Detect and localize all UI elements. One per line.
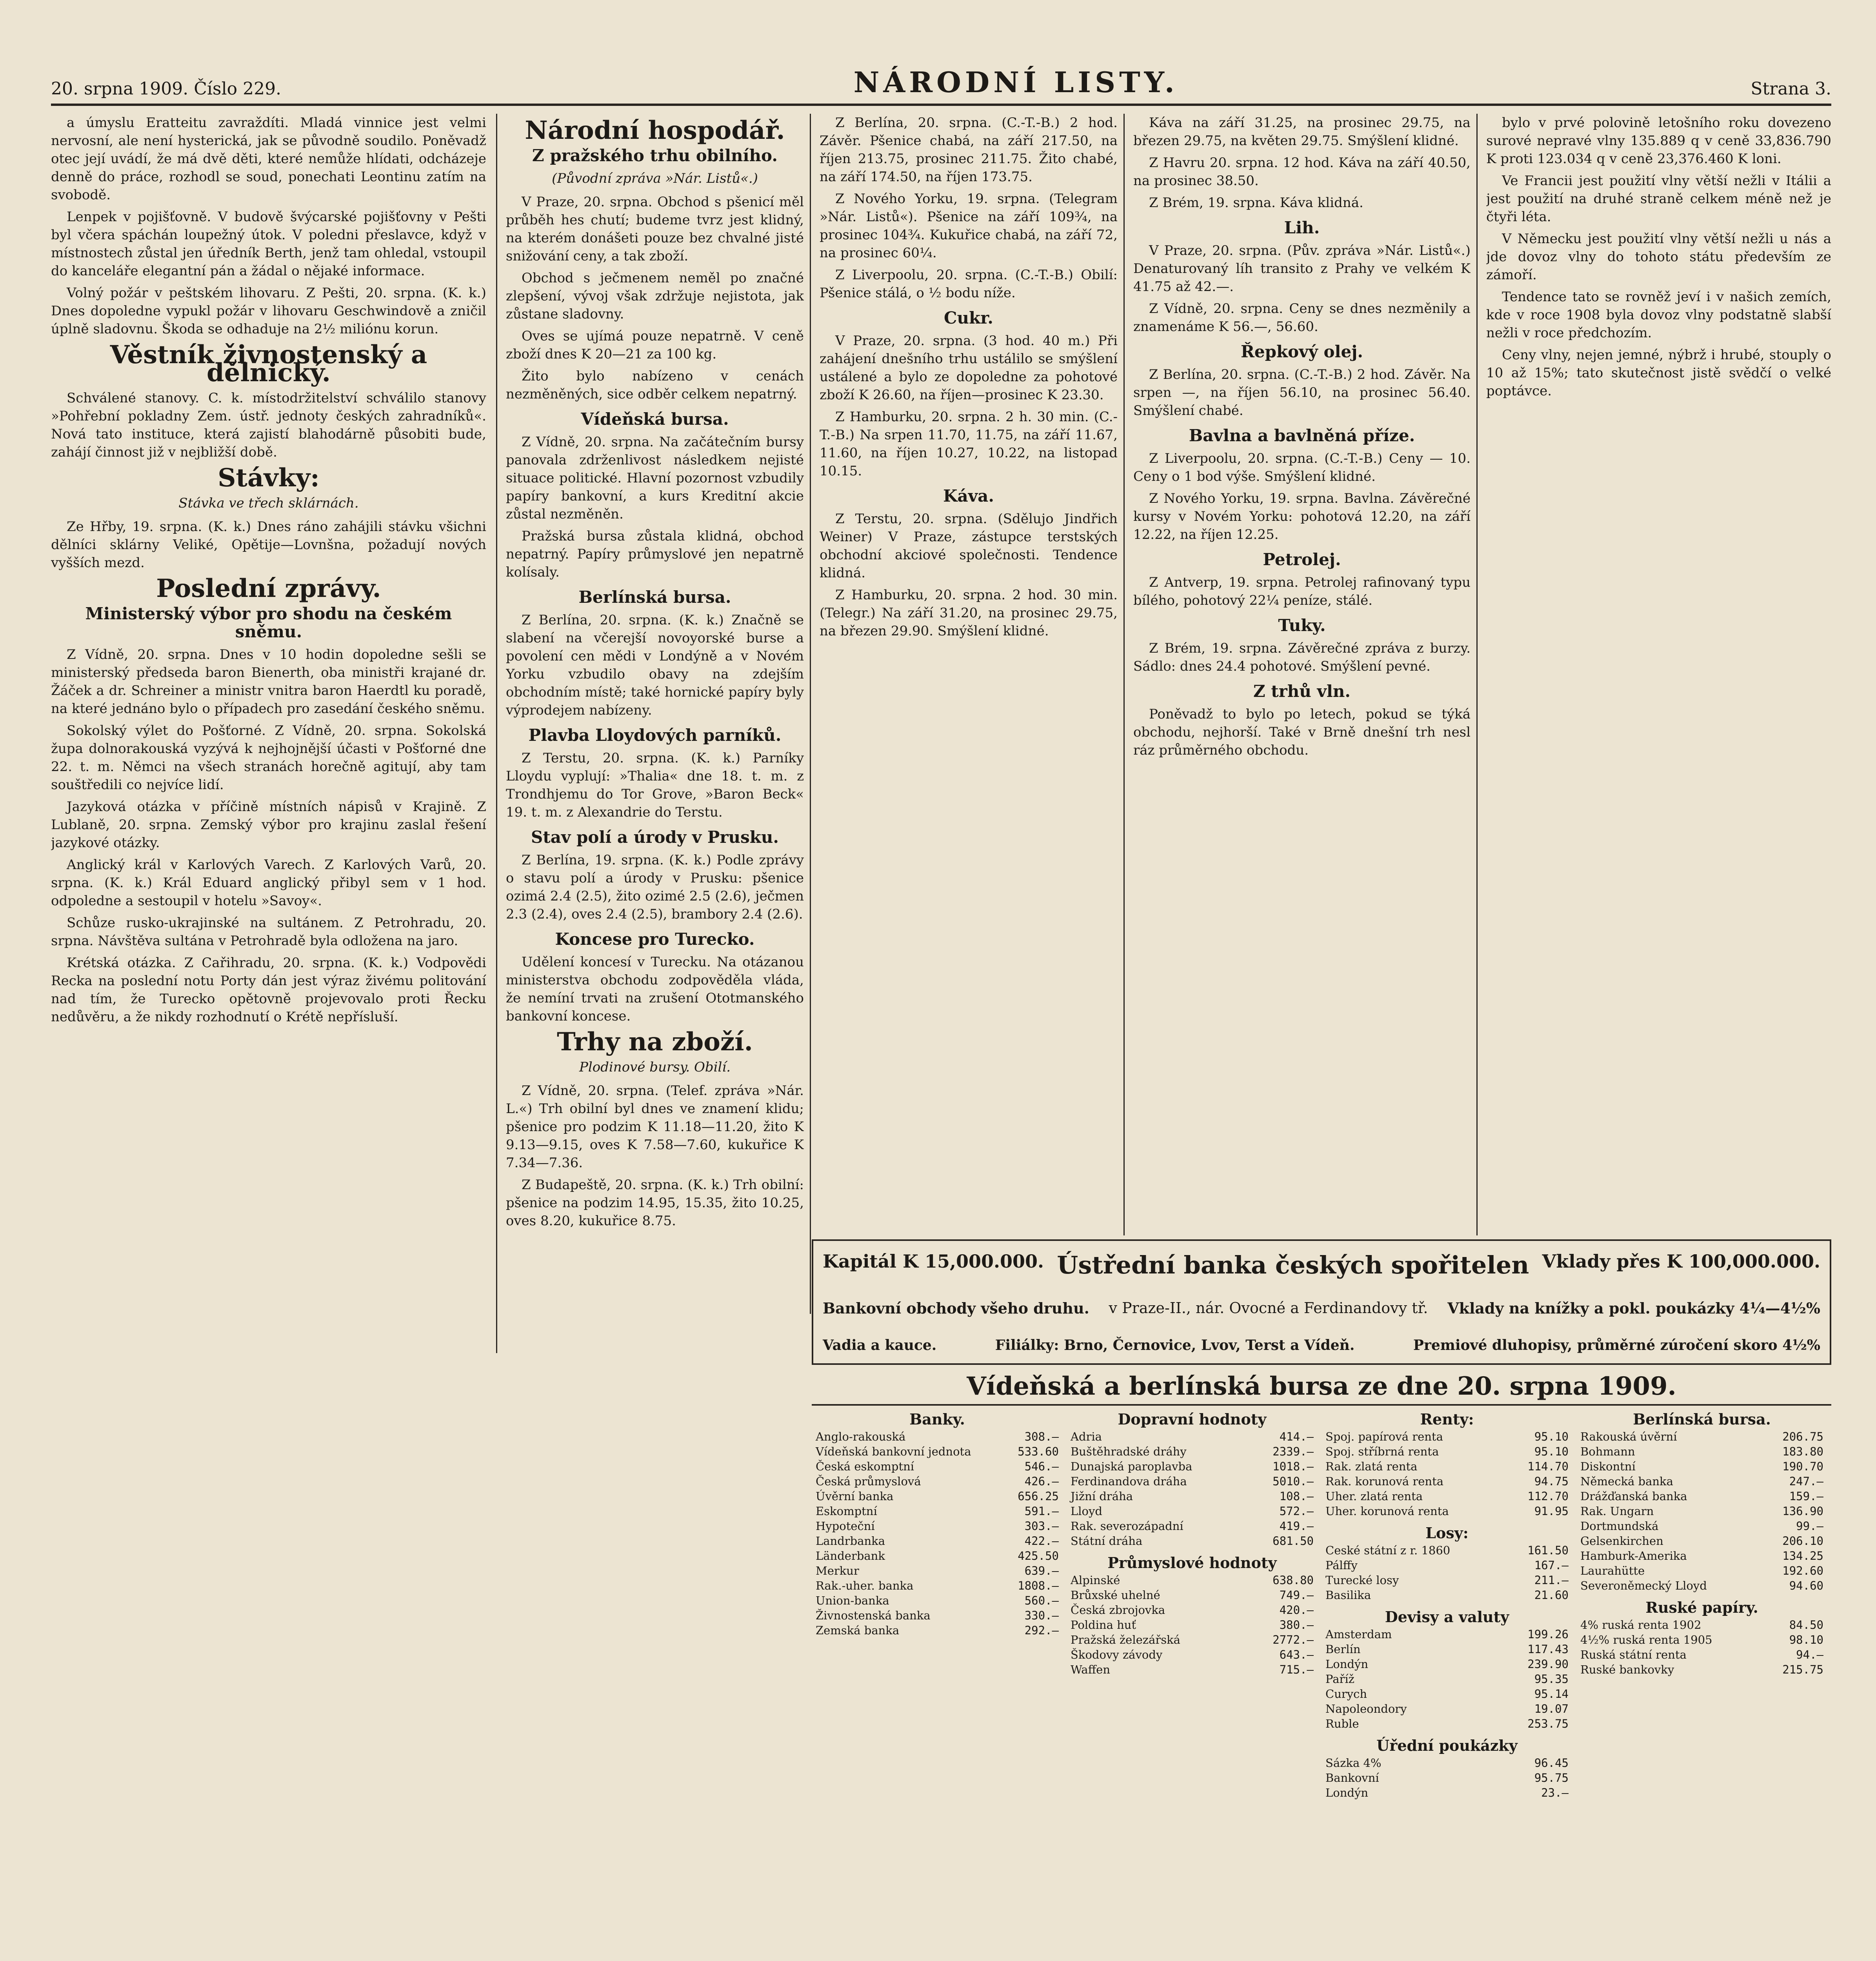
quote-row (1325, 1716, 1569, 1731)
commodity-heading: Petrolej. (1263, 550, 1341, 569)
quote-name: Bohmann (1580, 1445, 1635, 1458)
column-news (51, 114, 486, 1961)
quote-value: 681.50 (1272, 1534, 1314, 1548)
quote-row (1325, 1573, 1569, 1588)
quote-name: Londýn (1325, 1786, 1369, 1799)
market-report: Káva na září 31.25, na prosinec 29.75, na březen 29.75, na květen 29.75. Smýšlení klidné. (1133, 115, 1471, 149)
quote-row (1580, 1548, 1823, 1563)
quote-row (1071, 1504, 1314, 1519)
quote-value: 715.— (1279, 1663, 1314, 1676)
quote-value: 380.— (1279, 1618, 1314, 1632)
ad-bank-services: Bankovní obchody všeho druhu. (823, 1299, 1089, 1317)
quote-value: 206.75 (1782, 1430, 1823, 1443)
quote-row (816, 1548, 1059, 1563)
quote-row (1580, 1459, 1823, 1474)
quote-row (1325, 1474, 1569, 1489)
quote-name: Waffen (1071, 1663, 1111, 1676)
article-paragraph: Z Vídně, 20. srpna. Na začátečním bursy panovala zdrženlivost následkem nejisté situace politické. Hlavní pozornost vzbudily papíry bankovní, a kurs Kreditní akcie zůstal nezměněn. (506, 434, 804, 522)
quote-value: 159.— (1789, 1490, 1823, 1503)
quote-row (1325, 1459, 1569, 1474)
issue-date: 20. srpna 1909. Číslo 229. (51, 79, 282, 99)
quote-name: Rak.-uher. banka (816, 1579, 914, 1592)
quote-value: 136.90 (1782, 1504, 1823, 1518)
quote-name: Ruská státní renta (1580, 1648, 1687, 1661)
article-paragraph: Žito bylo nabízeno v cenách nezměněných, sice odběr celkem nepatrný. (506, 368, 804, 402)
quote-name: Lloyd (1071, 1504, 1102, 1518)
quote-row (1580, 1632, 1823, 1647)
quote-name: Landrbanka (816, 1534, 885, 1548)
quote-value: 546.— (1024, 1460, 1059, 1473)
quote-row (1325, 1770, 1569, 1785)
quote-name: Union-banka (816, 1594, 889, 1607)
quote-name: Hypoteční (816, 1519, 875, 1533)
quote-name: Hamburk-Amerika (1580, 1549, 1687, 1563)
ad-capital: Kapitál K 15,000.000. (823, 1251, 1044, 1272)
quote-row (816, 1504, 1059, 1519)
table-transport-industry (1071, 1412, 1314, 1684)
ad-deposits-total: Vklady přes K 100,000.000. (1542, 1251, 1820, 1272)
quote-value: 95.14 (1534, 1687, 1569, 1701)
quote-name: Ferdinandova dráha (1071, 1475, 1187, 1488)
quote-value: 206.10 (1782, 1534, 1823, 1548)
quote-value: 117.43 (1527, 1643, 1569, 1656)
quote-name: Česká zbrojovka (1071, 1603, 1165, 1617)
table-section-heading: Banky. (909, 1410, 965, 1428)
quote-name: Spoj. stříbrná renta (1325, 1445, 1439, 1458)
article-heading: Plavba Lloydových parníků. (528, 726, 782, 745)
quote-value: 96.45 (1534, 1756, 1569, 1770)
article-paragraph: Sokolský výlet do Pošťorné. Z Vídně, 20. srpna. Sokolská župa dolnorakouská vyzývá k nejhojnější účasti v Pošťorné dne 22. t. m. Němci na všech stranách horečně agitují, aby tam souštředili co nejvíce lidí. (51, 723, 486, 793)
quote-value: 94.75 (1534, 1475, 1569, 1488)
quote-name: Škodovy závody (1071, 1648, 1163, 1661)
quote-name: Rak. severozápadní (1071, 1519, 1183, 1533)
section-subheading: Plodinové bursy. Obilí. (579, 1059, 731, 1075)
column-divider (1123, 114, 1125, 1235)
quote-name: Pražská železářská (1071, 1633, 1180, 1646)
article-paragraph: Z Vídně, 20. srpna. (Telef. zpráva »Nár. L.«) Trh obilní byl dnes ve znamení klidu; pšenice pro podzim K 11.18—11.20, žito K 9.13—9.15, oves K 7.58—7.60, kukuřice K 7.34—7.36. (506, 1083, 804, 1171)
market-report: Z Havru 20. srpna. 12 hod. Káva na září 40.50, na prosinec 38.50. (1133, 155, 1471, 189)
market-report: V Praze, 20. srpna. (Pův. zpráva »Nár. Listů«.) Denaturovaný líh transito z Prahy ve velkém K 41.75 až 42.—. (1133, 243, 1471, 295)
article-paragraph: Z Terstu, 20. srpna. (K. k.) Parníky Lloydu vyplují: »Thalia« dne 18. t. m. z Trondhjemu do Tor Grove, »Baron Beck« 19. t. m. z Alexandrie do Terstu. (506, 750, 804, 820)
quote-row (816, 1563, 1059, 1578)
quote-row (1325, 1558, 1569, 1573)
ad-bank-address: v Praze-II., nár. Ovocné a Ferdinandovy tř. (1109, 1299, 1428, 1317)
quote-row (1580, 1429, 1823, 1444)
quote-row (1325, 1489, 1569, 1504)
quote-row (1071, 1603, 1314, 1617)
market-report: Z Berlína, 20. srpna. (C.-T.-B.) 2 hod. Závěr. Na srpen —, na říjen 56.10, na prosinec 56.40. Smýšlení chabé. (1133, 367, 1471, 418)
quote-name: Drážďanská banka (1580, 1490, 1687, 1503)
article-source: (Původní zpráva »Nár. Listů«.) (552, 171, 758, 186)
quote-name: Merkur (816, 1564, 859, 1577)
quote-name: Živnostenská banka (816, 1609, 931, 1622)
quote-row (816, 1519, 1059, 1534)
table-berlin (1580, 1412, 1823, 1684)
market-report: Z Liverpoolu, 20. srpna. (C.-T.-B.) Ceny — 10. Ceny o 1 bod výše. Smýšlení klidné. (1133, 451, 1471, 484)
column-wool-report (1486, 114, 1831, 1228)
quote-value: 94.60 (1789, 1579, 1823, 1592)
quote-name: Sázka 4% (1325, 1756, 1382, 1770)
market-report: Z Nového Yorku, 19. srpna. Bavlna. Závěrečné kursy v Novém Yorku: pohotová 12.20, na září 12.22, na říjen 12.25. (1133, 491, 1471, 542)
quote-row (816, 1593, 1059, 1608)
quote-name: Ruské bankovky (1580, 1663, 1674, 1676)
table-section-heading: Renty: (1420, 1410, 1474, 1428)
quote-row (1580, 1662, 1823, 1677)
quote-row (1325, 1429, 1569, 1444)
quote-name: Berlín (1325, 1643, 1361, 1656)
quote-name: Úvěrní banka (816, 1490, 894, 1503)
article-heading: Koncese pro Turecko. (555, 930, 755, 949)
quote-name: Curych (1325, 1687, 1367, 1701)
article-paragraph: Ve Francii jest použití vlny větší nežli v Itálii a jest použití na druhé straně celkem méně než je čtyři léta. (1486, 173, 1831, 225)
article-paragraph: Oves se ujímá pouze nepatrně. V ceně zboží dnes K 20—21 za 100 kg. (506, 328, 804, 362)
column-markets (820, 114, 1118, 1228)
ad-bank-name: Ústřední banka českých spořitelen (1057, 1251, 1529, 1280)
quote-value: 1018.— (1272, 1460, 1314, 1473)
article-paragraph: Lenpek v pojišťovně. V budově švýcarské pojišťovny v Pešti byl včera spáchán loupežný útok. V poledni přeslavce, když v místnostech zůstal jen úředník Berth, jenž tam ohledal, vstoupil do kanceláře elegantní pán a žádal o nějaké informace. (51, 209, 486, 279)
page-number: Strana 3. (1751, 79, 1831, 99)
newspaper-page (51, 59, 1831, 1961)
market-report: Z Hamburku, 20. srpna. 2 h. 30 min. (C.-T.-B.) Na srpen 11.70, 11.75, na září 11.67, 11.60, na říjen 10.27, 10.22, na listopad 10.15. (820, 409, 1118, 479)
market-report: Z Hamburku, 20. srpna. 2 hod. 30 min. (Telegr.) Na září 31.20, na prosinec 29.75, na březen 29.90. Smýšlení klidné. (820, 587, 1118, 639)
quote-value: 572.— (1279, 1504, 1314, 1518)
quote-row (1071, 1647, 1314, 1662)
quote-row (1325, 1701, 1569, 1716)
page-header (51, 59, 1831, 106)
commodity-heading: Tuky. (1278, 616, 1326, 635)
quote-value: 253.75 (1527, 1717, 1569, 1730)
quote-row (816, 1623, 1059, 1638)
quote-value: 95.10 (1534, 1445, 1569, 1458)
market-report: Z Nového Yorku, 19. srpna. (Telegram »Nár. Listů«). Pšenice na září 109¾, na prosinec 104¾. Kukuřice chabá, na září 72, na prosinec 60¼. (820, 191, 1118, 261)
quote-value: 95.75 (1534, 1771, 1569, 1785)
article-heading: Ministerský výbor pro shodu na českém sněmu. (85, 604, 452, 641)
quote-row (816, 1489, 1059, 1504)
commodity-heading: Lih. (1284, 218, 1320, 237)
quote-name: Ceské státní z r. 1860 (1325, 1544, 1451, 1557)
quote-name: Adria (1071, 1430, 1102, 1443)
quote-value: 161.50 (1527, 1544, 1569, 1557)
quote-row (1071, 1444, 1314, 1459)
quote-row (1071, 1588, 1314, 1603)
section-heading: Národní hospodář. (525, 116, 785, 145)
quote-row (1325, 1755, 1569, 1770)
quote-value: 5010.— (1272, 1475, 1314, 1488)
quote-name: Gelsenkirchen (1580, 1534, 1663, 1548)
quote-value: 247.— (1789, 1475, 1823, 1488)
table-section-heading: Losy: (1425, 1524, 1469, 1542)
quote-name: Basilika (1325, 1588, 1371, 1602)
table-section-heading: Berlínská bursa. (1633, 1410, 1771, 1428)
article-heading: Stav polí a úrody v Prusku. (531, 828, 779, 847)
quote-value: 425.50 (1018, 1549, 1059, 1563)
quote-row (1580, 1444, 1823, 1459)
article-paragraph: Z Berlína, 19. srpna. (K. k.) Podle zprávy o stavu polí a úrody v Prusku: pšenice ozimá 2.4 (2.5), žito ozimé 2.5 (2.6), ječmen 2.3 (2.4), oves 2.4 (2.5), brambory 2.4 (2.6). (506, 852, 804, 922)
market-report: Z Vídně, 20. srpna. Ceny se dnes nezměnily a znamenáme K 56.—, 56.60. (1133, 301, 1471, 335)
quote-row (1580, 1489, 1823, 1504)
quote-value: 2772.— (1272, 1633, 1314, 1646)
commodity-heading: Řepkový olej. (1240, 342, 1363, 361)
quote-name: Státní dráha (1071, 1534, 1143, 1548)
article-paragraph: Z Vídně, 20. srpna. Dnes v 10 hodin dopoledne sešli se ministerský předseda baron Bienerth, oba ministři krajané dr. Žáček a dr. Schreiner a ministr vnitra baron Haerdtl ku poradě, na které jednáno bylo o případech pro zasedání českého sněmu. (51, 647, 486, 717)
quote-name: Anglo-rakouská (816, 1430, 906, 1443)
quote-row (816, 1534, 1059, 1548)
section-heading: Věstník živnostenský a dělnický. (110, 340, 427, 387)
quote-name: Pálffy (1325, 1559, 1358, 1572)
quote-value: 23.— (1541, 1786, 1569, 1799)
quote-value: 533.60 (1018, 1445, 1059, 1458)
quote-name: Jižní dráha (1071, 1490, 1133, 1503)
quote-row (1580, 1563, 1823, 1578)
quote-name: Spoj. papírová renta (1325, 1430, 1443, 1443)
quote-row (816, 1459, 1059, 1474)
quote-row (1071, 1519, 1314, 1534)
quote-value: 211.— (1534, 1574, 1569, 1587)
quote-name: Londýn (1325, 1657, 1369, 1671)
quote-name: Alpinské (1071, 1574, 1120, 1587)
market-report: Z Terstu, 20. srpna. (Sdělujo Jindřich Weiner) V Praze, zástupce terstských obchodní akciové společnosti. Tendence klidná. (820, 511, 1118, 581)
column-commodities (1133, 114, 1471, 1228)
quote-value: 167.— (1534, 1559, 1569, 1572)
quote-value: 308.— (1024, 1430, 1059, 1443)
quote-value: 420.— (1279, 1603, 1314, 1617)
quote-name: Napoleondory (1325, 1702, 1407, 1715)
quote-name: Brůxské uhelné (1071, 1588, 1160, 1602)
quote-name: Poldina huť (1071, 1618, 1136, 1632)
quote-name: Rakouská úvěrní (1580, 1430, 1677, 1443)
table-section-heading: Devisy a valuty (1385, 1608, 1509, 1626)
quote-row (1325, 1627, 1569, 1642)
quote-row (1325, 1543, 1569, 1558)
quote-value: 414.— (1279, 1430, 1314, 1443)
quote-value: 2339.— (1272, 1445, 1314, 1458)
quote-value: 84.50 (1789, 1618, 1823, 1632)
quote-value: 292.— (1024, 1624, 1059, 1637)
article-paragraph: V Německu jest použití vlny větší nežli u nás a jde dovoz vlny do tohoto státu především ze zámoří. (1486, 231, 1831, 283)
market-report: Z Liverpoolu, 20. srpna. (C.-T.-B.) Obilí: Pšenice stálá, o ½ bodu níže. (820, 267, 1118, 301)
quote-row (1580, 1504, 1823, 1519)
quote-row (1071, 1617, 1314, 1632)
article-paragraph: Jazyková otázka v příčině místních nápisů v Krajině. Z Lublaně, 20. srpna. Zemský výbor pro krajinu zaslal řešení jazykové otázky. (51, 799, 486, 851)
ad-premium-bonds: Premiové dluhopisy, průměrné zúročení skoro 4½% (1413, 1337, 1820, 1353)
quote-name: Diskontní (1580, 1460, 1636, 1473)
table-banks (816, 1412, 1059, 1645)
quote-value: 656.25 (1018, 1490, 1059, 1503)
commodity-heading: Z trhů vln. (1253, 682, 1351, 701)
ad-branches: Filiálky: Brno, Černovice, Lvov, Terst a Vídeň. (995, 1337, 1355, 1353)
quote-row (1071, 1534, 1314, 1548)
quote-name: Rak. zlatá renta (1325, 1460, 1418, 1473)
quote-name: Eskomptní (816, 1504, 877, 1518)
section-heading: Trhy na zboží. (557, 1027, 753, 1057)
article-paragraph: a úmyslu Eratteitu zavraždíti. Mladá vinnice jest velmi nervosní, ale není hysterická, jak se původně soudilo. Poněvadž otec její uvádí, že má dvě děti, které nemůže hlídati, odcházeje denně do práce, rozhodl se soud, ponechati Leontinu zatím na svobodě. (51, 115, 486, 203)
quote-row (1325, 1642, 1569, 1657)
quote-value: 95.35 (1534, 1672, 1569, 1686)
quote-value: 303.— (1024, 1519, 1059, 1533)
market-report: Z Brém, 19. srpna. Závěrečné zpráva z burzy. Sádlo: dnes 24.4 pohotové. Smýšlení pevné. (1133, 640, 1471, 674)
quote-value: 638.80 (1272, 1574, 1314, 1587)
table-section-heading: Úřední poukázky (1376, 1737, 1518, 1754)
quote-row (1580, 1534, 1823, 1548)
market-report: Poněvadž to bylo po letech, pokud se týká obchodu, nejhorší. Také v Brně dnešní trh nesl ráz průměrného obchodu. (1133, 706, 1471, 758)
quote-value: 91.95 (1534, 1504, 1569, 1518)
article-heading: Z pražského trhu obilního. (532, 146, 778, 165)
quote-value: 192.60 (1782, 1564, 1823, 1577)
section-heading: Poslední zprávy. (156, 574, 381, 603)
quote-row (1071, 1429, 1314, 1444)
quote-name: Paříž (1325, 1672, 1354, 1686)
quote-name: Německá banka (1580, 1475, 1673, 1488)
quote-name: Amsterdam (1325, 1628, 1392, 1641)
table-section-heading: Dopravní hodnoty (1118, 1410, 1267, 1428)
quote-row (816, 1444, 1059, 1459)
article-heading: Vídeňská bursa. (581, 409, 729, 429)
quote-row (1071, 1474, 1314, 1489)
quote-name: Dortmundská (1580, 1519, 1659, 1533)
quote-row (1580, 1617, 1823, 1632)
quote-row (1580, 1474, 1823, 1489)
quote-name: Dunajská paroplavba (1071, 1460, 1192, 1473)
quote-value: 426.— (1024, 1475, 1059, 1488)
table-section-heading: Ruské papíry. (1645, 1599, 1758, 1616)
column-divider (496, 114, 497, 1353)
article-paragraph: bylo v prvé polovině letošního roku dovezeno surové nepravé vlny 135.889 q v ceně 33,836.790 K proti 123.034 q v ceně 23,376.460 K loni. (1486, 115, 1831, 167)
quote-row (1580, 1578, 1823, 1593)
quote-name: Česká průmyslová (816, 1475, 921, 1488)
quote-row (1071, 1662, 1314, 1677)
article-paragraph: Anglický král v Karlových Varech. Z Karlových Varů, 20. srpna. (K. k.) Král Eduard anglický přibyl sem v 1 hod. odpoledne a sestoupil v hotelu »Savoy«. (51, 857, 486, 909)
quote-value: 112.70 (1527, 1490, 1569, 1503)
quote-name: Rak. korunová renta (1325, 1475, 1444, 1488)
quote-value: 1808.— (1018, 1579, 1059, 1592)
commodity-heading: Cukr. (944, 308, 993, 327)
quote-row (1580, 1519, 1823, 1534)
article-paragraph: V Praze, 20. srpna. Obchod s pšenicí měl průběh hes chutí; budeme tvrz jest klidný, na kterém donášeti pouze bez chvalné jisté snižování ceny, a tak zboží. (506, 194, 804, 264)
quote-value: 330.— (1024, 1609, 1059, 1622)
quote-name: Česká eskomptní (816, 1460, 914, 1473)
table-section-heading: Průmyslové hodnoty (1107, 1554, 1277, 1572)
quote-value: 108.— (1279, 1490, 1314, 1503)
quote-value: 591.— (1024, 1504, 1059, 1518)
quote-row (816, 1474, 1059, 1489)
quote-row (1071, 1573, 1314, 1588)
article-paragraph: Z Budapeště, 20. srpna. (K. k.) Trh obilní: pšenice na podzim 14.95, 15.35, žito 10.25, oves 8.20, kukuřice 8.75. (506, 1177, 804, 1229)
quote-row (1325, 1588, 1569, 1603)
quote-value: 419.— (1279, 1519, 1314, 1533)
article-paragraph: Pražská bursa zůstala klidná, obchod nepatrný. Papíry průmyslové jen nepatrně kolísaly. (506, 528, 804, 580)
quote-value: 19.07 (1534, 1702, 1569, 1715)
bank-advertisement (812, 1239, 1831, 1365)
article-paragraph: Ceny vlny, nejen jemné, nýbrž i hrubé, stouply o 10 až 15%; tato skutečnost jistě svědčí o velké poptávce. (1486, 347, 1831, 399)
quote-row (1325, 1657, 1569, 1672)
quote-name: Severoněmecký Lloyd (1580, 1579, 1707, 1592)
quote-row (1325, 1504, 1569, 1519)
quote-value: 114.70 (1527, 1460, 1569, 1473)
quote-value: 199.26 (1527, 1628, 1569, 1641)
quote-name: Laurahütte (1580, 1564, 1645, 1577)
quote-name: 4½% ruská renta 1905 (1580, 1633, 1712, 1646)
quote-row (816, 1429, 1059, 1444)
quote-value: 239.90 (1527, 1657, 1569, 1671)
quote-name: Vídeňská bankovní jednota (816, 1445, 971, 1458)
section-heading: Stávky: (218, 463, 320, 493)
article-paragraph: Tendence tato se rovněž jeví i v našich zemích, kde v roce 1908 byla dovoz vlny podstatně slabší nežli v roce předchozím. (1486, 289, 1831, 341)
article-paragraph: Schůze rusko-ukrajinské na sultánem. Z Petrohradu, 20. srpna. Návštěva sultána v Petrohradě byla odložena na jaro. (51, 915, 486, 949)
quote-value: 21.60 (1534, 1588, 1569, 1602)
market-report: V Praze, 20. srpna. (3 hod. 40 m.) Při zahájení dnešního trhu ustálilo se smýšlení ustálené a bylo ze dopoledne za pohotové zboží K 26.60, na říjen—prosinec K 23.30. (820, 333, 1118, 403)
quote-name: Uher. korunová renta (1325, 1504, 1449, 1518)
quote-row (1071, 1489, 1314, 1504)
article-paragraph: Z Berlína, 20. srpna. (K. k.) Značně se slabení na včerejší novoyorské burse a povolení cen mědi v Londýně a v Novém Yorku vzbudilo obavy na zdejším obchodním místě; také hornické papíry byly výprodejem nabízeny. (506, 612, 804, 718)
quote-row (1071, 1632, 1314, 1647)
article-paragraph: Udělení koncesí v Turecku. Na otázanou ministerstva obchodu zodpověděla vláda, že nemíní trvati na zrušení Ototmanského bankovní koncese. (506, 954, 804, 1024)
quote-value: 183.80 (1782, 1445, 1823, 1458)
quote-value: 643.— (1279, 1648, 1314, 1661)
quote-name: Buštěhradské dráhy (1071, 1445, 1187, 1458)
ad-deposit-rate: Vklady na knížky a pokl. poukázky 4¼—4½% (1447, 1299, 1820, 1317)
quote-value: 190.70 (1782, 1460, 1823, 1473)
quote-name: Länderbank (816, 1549, 885, 1563)
quote-row (1071, 1459, 1314, 1474)
quote-row (1325, 1444, 1569, 1459)
quote-row (1325, 1686, 1569, 1701)
article-heading: Berlínská bursa. (578, 588, 731, 607)
stock-exchange-title: Vídeňská a berlínská bursa ze dne 20. srpna 1909. (812, 1369, 1831, 1406)
quote-row (816, 1578, 1059, 1593)
quote-name: Rak. Ungarn (1580, 1504, 1654, 1518)
quote-value: 560.— (1024, 1594, 1059, 1607)
article-paragraph: Schválené stanovy. C. k. místodržitelství schválilo stanovy »Pohřební pokladny Zem. ústř. jednoty českých zahradníků«. Nová tato instituce, která zajistí blahodárně působiti bude, zahájí činnost již v nejbližší době. (51, 390, 486, 460)
quote-row (1580, 1647, 1823, 1662)
market-report: Z Brém, 19. srpna. Káva klidná. (1149, 195, 1363, 211)
quote-row (1325, 1672, 1569, 1686)
quote-value: 749.— (1279, 1588, 1314, 1602)
quote-value: 99.— (1796, 1519, 1823, 1533)
commodity-heading: Bavlna a bavlněná příze. (1189, 426, 1415, 445)
quote-value: 134.25 (1782, 1549, 1823, 1563)
article-paragraph: Ze Hřby, 19. srpna. (K. k.) Dnes ráno zahájili stávku všichni dělníci sklárny Veliké, Opětije—Lovnšna, požadují nových vyšších mezd. (51, 519, 486, 571)
quote-name: Ruble (1325, 1717, 1359, 1730)
column-economy (506, 114, 804, 1961)
quote-row (816, 1608, 1059, 1623)
market-report: Z Antverp, 19. srpna. Petrolej rafinovaný typu bílého, pohotový 22¼ peníze, stálé. (1133, 575, 1471, 608)
quote-name: Turecké losy (1325, 1574, 1399, 1587)
masthead-title: NÁRODNÍ LISTY. (853, 65, 1178, 99)
table-rents-lots (1325, 1412, 1569, 1807)
quote-value: 95.10 (1534, 1430, 1569, 1443)
article-paragraph: Obchod s ječmenem neměl po značné zlepšení, vývoj však zdržuje nejistota, jak zůstane sladovny. (506, 270, 804, 322)
ad-deposits: Vadia a kauce. (823, 1337, 937, 1353)
article-paragraph: Volný požár v peštském lihovaru. Z Pešti, 20. srpna. (K. k.) Dnes dopoledne vypukl požár v lihovaru Geschwindově a zničil úplně sladovnu. Škoda se odhaduje na 2½ miliónu korun. (51, 285, 486, 337)
quote-name: Zemská banka (816, 1624, 900, 1637)
quote-name: 4% ruská renta 1902 (1580, 1618, 1701, 1632)
quote-value: 639.— (1024, 1564, 1059, 1577)
quote-row (1325, 1785, 1569, 1800)
quote-name: Uher. zlatá renta (1325, 1490, 1423, 1503)
section-subheading: Stávka ve třech sklárnách. (178, 495, 359, 511)
quote-value: 422.— (1024, 1534, 1059, 1548)
market-report: Z Berlína, 20. srpna. (C.-T.-B.) 2 hod. Závěr. Pšenice chabá, na září 217.50, na říjen 213.75, prosinec 211.75. Žito chabé, na září 174.50, na říjen 173.75. (820, 115, 1118, 185)
commodity-heading: Káva. (943, 486, 994, 506)
quote-value: 98.10 (1789, 1633, 1823, 1646)
article-paragraph: Krétská otázka. Z Cařihradu, 20. srpna. (K. k.) Vodpovědi Recka na poslední notu Porty dán jest výraz živému politování nad tím, že Turecko opětovně projevovalo proti Řecku nedůvěru, a že nikdy rozhodnutí o Krétě nepřísluší. (51, 955, 486, 1025)
quote-value: 215.75 (1782, 1663, 1823, 1676)
quote-value: 94.— (1796, 1648, 1823, 1661)
column-divider (810, 114, 811, 1314)
column-divider (1476, 114, 1478, 1235)
quote-name: Bankovní (1325, 1771, 1379, 1785)
